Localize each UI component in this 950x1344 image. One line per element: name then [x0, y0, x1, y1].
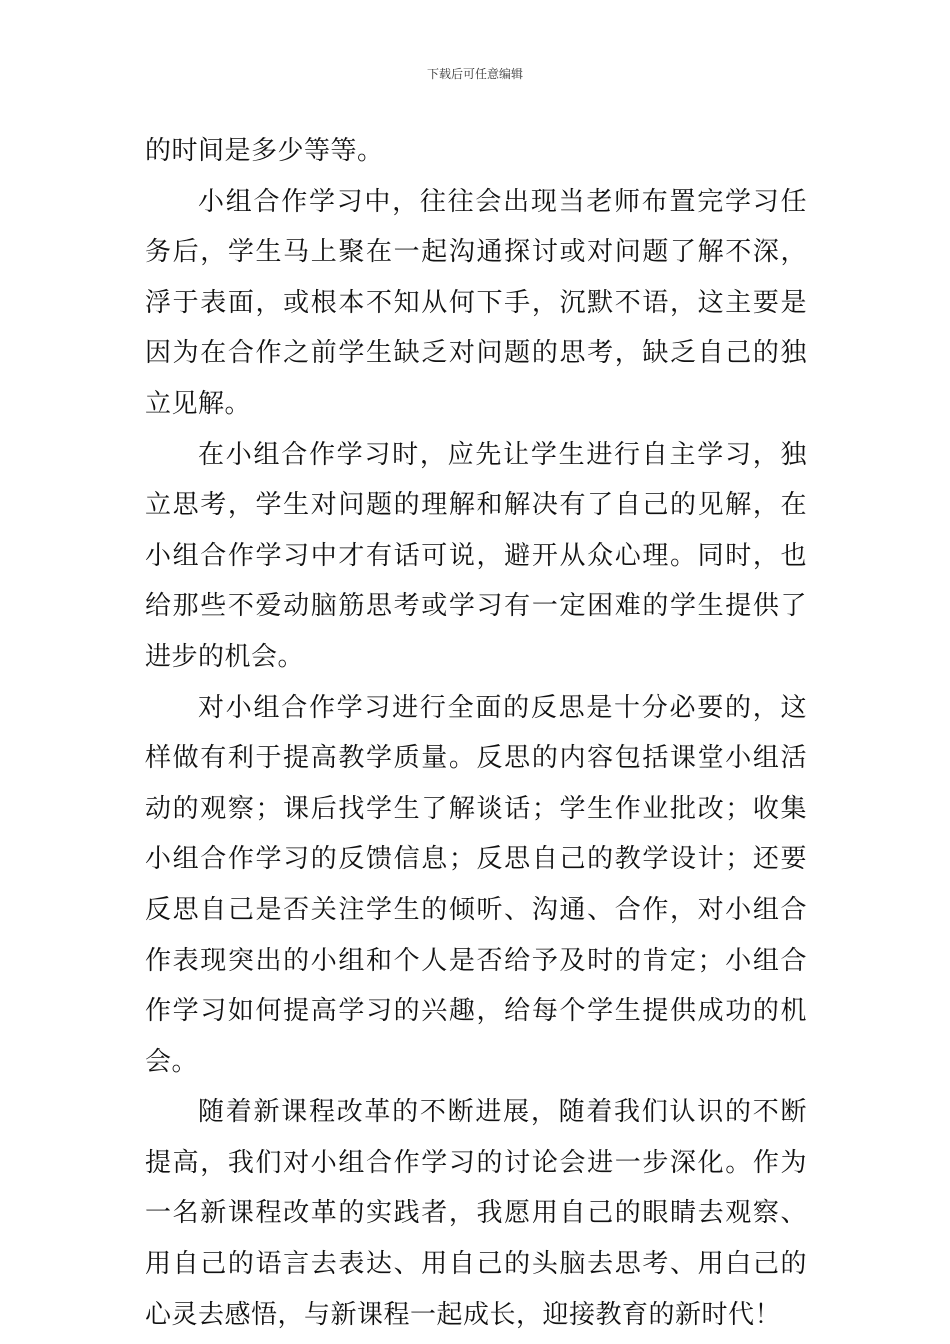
paragraph-continuation: 的时间是多少等等。 [145, 136, 384, 166]
paragraph: 在小组合作学习时，应先让学生进行自主学习，独立思考，学生对问题的理解和解决有了自己的见解，在小组合作学习中才有话可说，避开从众心理。同时，也给那些不爱动脑筋思考或学习有一定困难的学生提供了进步的机会。 [145, 439, 807, 672]
paragraph: 对小组合作学习进行全面的反思是十分必要的，这样做有利于提高教学质量。反思的内容包括课堂小组活动的观察；课后找学生了解谈话；学生作业批改；收集小组合作学习的反馈信息；反思自己的教学设计；还要反思自己是否关注学生的倾听、沟通、合作，对小组合作表现突出的小组和个人是否给予及时的肯定；小组合作学习如何提高学习的兴趣，给每个学生提供成功的机会。 [145, 692, 807, 1077]
page-header: 下载后可任意编辑 [426, 67, 523, 81]
document-body [145, 126, 807, 1340]
paragraph: 小组合作学习中，往往会出现当老师布置完学习任务后，学生马上聚在一起沟通探讨或对问题了解不深，浮于表面，或根本不知从何下手，沉默不语，这主要是因为在合作之前学生缺乏对问题的思考，缺乏自己的独立见解。 [145, 186, 807, 419]
paragraph: 随着新课程改革的不断进展，随着我们认识的不断提高，我们对小组合作学习的讨论会进一步深化。作为一名新课程改革的实践者，我愿用自己的眼睛去观察、用自己的语言去表达、用自己的头脑去思考、用白己的心灵去感悟，与新课程一起成长，迎接教育的新时代！ [145, 1097, 807, 1330]
